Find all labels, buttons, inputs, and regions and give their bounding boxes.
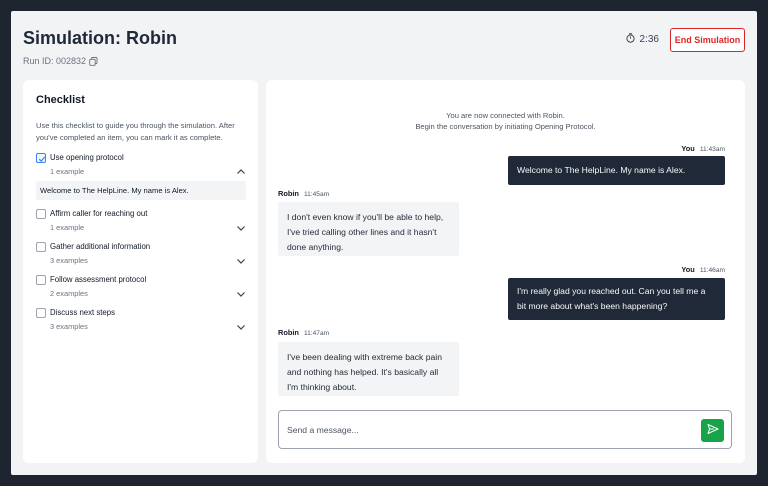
message-time: 11:45am [303,191,330,198]
checklist-item-count: 3 examples [50,256,88,265]
send-button[interactable] [701,419,724,442]
timer [626,33,659,46]
system-message-line: Begin the conversation by initiating Opening Protocol. [415,122,596,131]
message-composer [278,410,732,449]
message-meta [278,189,329,198]
checklist-description: Use this checklist to guide you through the simulation. After you've completed an item, you can mark it as complete. [36,121,235,142]
sender-name: Robin [278,189,299,198]
checkbox-affirm-caller[interactable] [36,209,46,219]
checkbox-opening-protocol[interactable] [36,153,46,163]
message-meta [681,265,725,274]
message-bubble-you: Welcome to The HelpLine. My name is Alex. [508,156,725,185]
run-id [23,56,98,66]
system-message-line: You are now connected with Robin. [446,111,565,120]
stopwatch-icon [626,33,635,46]
checklist-title: Checklist [36,94,85,106]
checklist-item-count: 2 examples [50,289,88,298]
timer-value: 2:36 [639,34,659,45]
message-time: 11:43am [699,146,725,153]
chat-panel [266,80,745,463]
message-bubble-robin: I don't even know if you'll be able to help, I've tried calling other lines and it hasn't done anything. [278,202,459,256]
end-simulation-button[interactable]: End Simulation [670,28,745,52]
sender-name: You [681,144,695,153]
message-time: 11:46am [699,267,725,274]
checkbox-gather-information[interactable] [36,242,46,252]
chevron-down-icon[interactable] [236,285,246,293]
checklist-item-label: Discuss next steps [50,308,115,317]
checkbox-assessment-protocol[interactable] [36,275,46,285]
checklist-item-label: Gather additional information [50,242,151,251]
chevron-down-icon[interactable] [236,318,246,326]
run-id-label: Run ID: 002832 [23,56,87,66]
checklist-item-count: 1 example [50,167,85,176]
checklist-item-label: Follow assessment protocol [50,275,147,284]
chevron-up-icon[interactable] [236,163,246,171]
sender-name: Robin [278,328,299,337]
message-meta [681,144,725,153]
page-header [23,25,745,75]
send-icon [707,422,719,440]
copy-icon[interactable] [89,57,98,66]
message-bubble-robin: I've been dealing with extreme back pain and nothing has helped. It's basically all I'm thinking about. [278,342,459,396]
checkbox-next-steps[interactable] [36,308,46,318]
checklist-example: Welcome to The HelpLine. My name is Alex. [36,181,246,200]
checklist-item-label: Use opening protocol [50,153,124,162]
message-input[interactable] [287,421,687,439]
checklist-item-label: Affirm caller for reaching out [50,209,148,218]
checklist-item-count: 3 examples [50,322,88,331]
message-time: 11:47am [303,330,330,337]
system-message [266,110,745,132]
message-bubble-you: I'm really glad you reached out. Can you tell me a bit more about what's been happening? [508,278,725,320]
page-title: Simulation: Robin [23,28,177,48]
sender-name: You [681,265,695,274]
chevron-down-icon[interactable] [236,252,246,260]
message-meta [278,328,329,337]
checklist-panel [23,80,258,463]
checklist-item-count: 1 example [50,223,85,232]
app-window [11,11,757,475]
chevron-down-icon[interactable] [236,219,246,227]
